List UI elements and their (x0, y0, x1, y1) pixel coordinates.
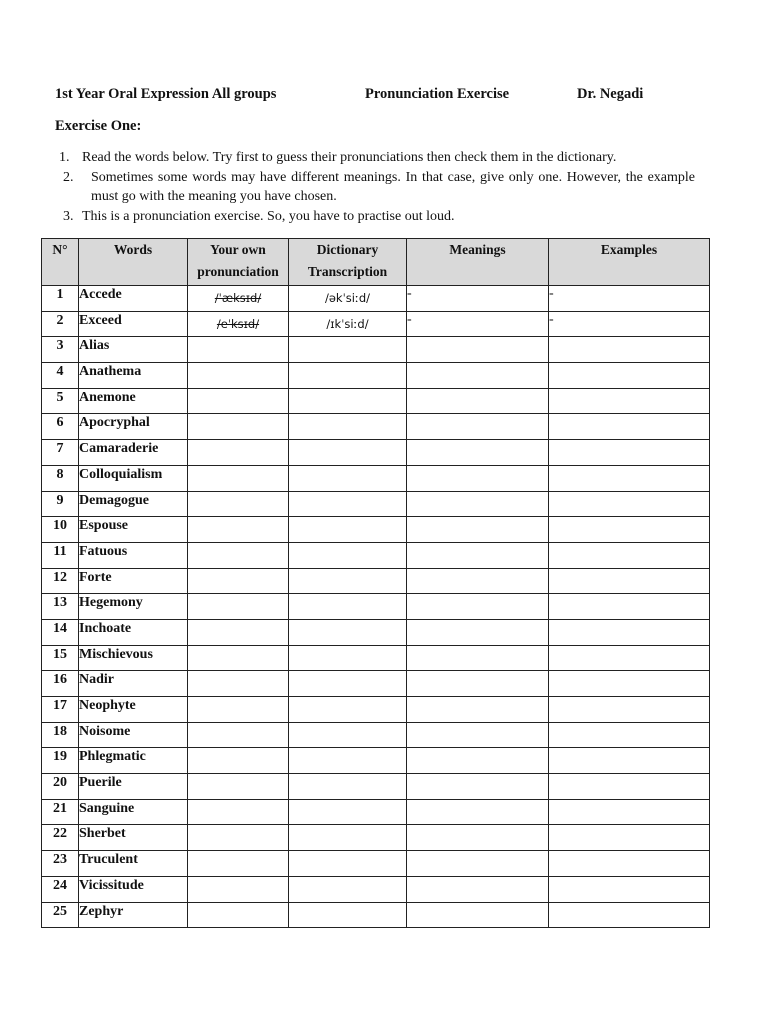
row-meaning (407, 542, 549, 568)
row-word: Anemone (79, 388, 188, 414)
row-meaning (407, 722, 549, 748)
row-number: 8 (42, 465, 79, 491)
row-own-pronunciation (188, 363, 289, 389)
row-meaning (407, 697, 549, 723)
instruction-text: This is a pronunciation exercise. So, you have to practise out loud. (82, 208, 455, 224)
row-own-pronunciation (188, 851, 289, 877)
row-number: 18 (42, 722, 79, 748)
table-row (42, 645, 710, 671)
row-example (549, 414, 710, 440)
row-own-pronunciation (188, 671, 289, 697)
table-header-row (42, 239, 710, 286)
row-number: 13 (42, 594, 79, 620)
row-example (549, 645, 710, 671)
row-example (549, 491, 710, 517)
row-example (549, 697, 710, 723)
row-dictionary-transcription (289, 851, 407, 877)
row-number: 16 (42, 671, 79, 697)
row-example (549, 517, 710, 543)
row-number: 11 (42, 542, 79, 568)
row-word: Camaraderie (79, 440, 188, 466)
row-example (549, 568, 710, 594)
row-number: 21 (42, 799, 79, 825)
table-row (42, 388, 710, 414)
row-meaning (407, 594, 549, 620)
row-word: Noisome (79, 722, 188, 748)
table-row (42, 311, 710, 337)
table-row (42, 671, 710, 697)
row-word: Sanguine (79, 799, 188, 825)
row-own-pronunciation (188, 774, 289, 800)
row-meaning (407, 851, 549, 877)
row-dictionary-transcription (289, 748, 407, 774)
row-number: 17 (42, 697, 79, 723)
row-meaning (407, 363, 549, 389)
row-example (549, 542, 710, 568)
instruction-item (55, 207, 695, 227)
row-number: 10 (42, 517, 79, 543)
row-word: Colloquialism (79, 465, 188, 491)
row-meaning (407, 465, 549, 491)
row-own-pronunciation (188, 825, 289, 851)
header-own-pronunciation: Your own pronunciation (188, 239, 289, 286)
row-number: 24 (42, 876, 79, 902)
row-meaning (407, 671, 549, 697)
pronunciation-table (41, 238, 710, 928)
instruction-text: Sometimes some words may have different meanings. In that case, give only one. However, the example must go with the meaning you have chosen. (91, 169, 695, 204)
row-example (549, 748, 710, 774)
struck-pronunciation: /eˈksɪd/ (216, 317, 260, 332)
row-meaning: - (407, 311, 549, 337)
row-own-pronunciation (188, 748, 289, 774)
row-example (549, 902, 710, 928)
row-word: Espouse (79, 517, 188, 543)
exercise-type: Pronunciation Exercise (365, 86, 510, 102)
table-row (42, 876, 710, 902)
table-row (42, 799, 710, 825)
row-meaning (407, 491, 549, 517)
row-dictionary-transcription (289, 902, 407, 928)
row-dictionary-transcription (289, 517, 407, 543)
row-number: 4 (42, 363, 79, 389)
row-number: 19 (42, 748, 79, 774)
row-number: 6 (42, 414, 79, 440)
row-example (549, 671, 710, 697)
table-row (42, 286, 710, 312)
row-meaning (407, 388, 549, 414)
instructions-list (55, 148, 695, 226)
table-row (42, 774, 710, 800)
row-example (549, 337, 710, 363)
row-dictionary-transcription (289, 799, 407, 825)
row-dictionary-transcription (289, 542, 407, 568)
row-own-pronunciation (188, 440, 289, 466)
row-dictionary-transcription (289, 363, 407, 389)
row-word: Vicissitude (79, 876, 188, 902)
row-dictionary-transcription (289, 465, 407, 491)
row-own-pronunciation (188, 645, 289, 671)
row-word: Exceed (79, 311, 188, 337)
row-own-pronunciation (188, 491, 289, 517)
row-meaning (407, 517, 549, 543)
row-meaning (407, 876, 549, 902)
row-word: Truculent (79, 851, 188, 877)
row-number: 15 (42, 645, 79, 671)
instruction-item (55, 148, 695, 168)
row-meaning (407, 414, 549, 440)
row-word: Fatuous (79, 542, 188, 568)
row-dictionary-transcription (289, 337, 407, 363)
row-number: 20 (42, 774, 79, 800)
row-dictionary-transcription (289, 619, 407, 645)
row-word: Inchoate (79, 619, 188, 645)
row-example (549, 594, 710, 620)
row-own-pronunciation (188, 619, 289, 645)
row-example (549, 774, 710, 800)
row-example (549, 465, 710, 491)
row-example (549, 799, 710, 825)
table-row (42, 851, 710, 877)
row-meaning (407, 748, 549, 774)
row-dictionary-transcription (289, 722, 407, 748)
row-meaning (407, 568, 549, 594)
row-word: Puerile (79, 774, 188, 800)
table-row (42, 337, 710, 363)
course-title: 1st Year Oral Expression All groups (55, 86, 277, 102)
row-dictionary-transcription (289, 671, 407, 697)
table-row (42, 902, 710, 928)
row-dictionary-transcription (289, 876, 407, 902)
row-number: 12 (42, 568, 79, 594)
row-example (549, 876, 710, 902)
row-example (549, 440, 710, 466)
table-row (42, 825, 710, 851)
table-row (42, 697, 710, 723)
table-row (42, 440, 710, 466)
instruction-text: Read the words below. Try first to guess their pronunciations then check them in the dictionary. (82, 150, 617, 165)
row-dictionary-transcription (289, 825, 407, 851)
row-word: Neophyte (79, 697, 188, 723)
table-row (42, 491, 710, 517)
row-meaning (407, 799, 549, 825)
row-dictionary-transcription (289, 568, 407, 594)
row-dictionary-transcription (289, 697, 407, 723)
row-meaning (407, 774, 549, 800)
table-row (42, 363, 710, 389)
row-dictionary-transcription: /əkˈsiːd/ (289, 286, 407, 312)
instruction-number: 2. (63, 169, 74, 185)
row-example (549, 825, 710, 851)
row-word: Nadir (79, 671, 188, 697)
row-own-pronunciation (188, 286, 289, 312)
row-example (549, 851, 710, 877)
row-example (549, 722, 710, 748)
row-dictionary-transcription (289, 414, 407, 440)
row-dictionary-transcription (289, 594, 407, 620)
row-own-pronunciation (188, 388, 289, 414)
row-own-pronunciation (188, 876, 289, 902)
row-number: 1 (42, 286, 79, 312)
row-example (549, 388, 710, 414)
row-number: 14 (42, 619, 79, 645)
table-row (42, 722, 710, 748)
struck-pronunciation: /ˈæksɪd/ (214, 291, 262, 306)
header-dictionary-transcription: Dictionary Transcription (289, 239, 407, 286)
table-row (42, 568, 710, 594)
row-word: Demagogue (79, 491, 188, 517)
row-word: Forte (79, 568, 188, 594)
row-meaning: - (407, 286, 549, 312)
row-example: - (549, 311, 710, 337)
row-own-pronunciation (188, 542, 289, 568)
row-dictionary-transcription (289, 774, 407, 800)
row-dictionary-transcription (289, 440, 407, 466)
row-number: 9 (42, 491, 79, 517)
header-words: Words (79, 239, 188, 286)
instruction-number: 3. (63, 208, 74, 224)
row-own-pronunciation (188, 568, 289, 594)
row-own-pronunciation (188, 594, 289, 620)
row-word: Hegemony (79, 594, 188, 620)
row-word: Apocryphal (79, 414, 188, 440)
row-meaning (407, 619, 549, 645)
table-body (42, 286, 710, 928)
document-header (55, 86, 715, 106)
row-example (549, 363, 710, 389)
row-own-pronunciation (188, 465, 289, 491)
row-own-pronunciation (188, 311, 289, 337)
header-examples: Examples (549, 239, 710, 286)
row-dictionary-transcription (289, 491, 407, 517)
table-row (42, 517, 710, 543)
table-row (42, 748, 710, 774)
row-meaning (407, 902, 549, 928)
row-word: Zephyr (79, 902, 188, 928)
row-own-pronunciation (188, 337, 289, 363)
row-number: 25 (42, 902, 79, 928)
row-meaning (407, 337, 549, 363)
row-number: 22 (42, 825, 79, 851)
row-meaning (407, 825, 549, 851)
row-word: Anathema (79, 363, 188, 389)
row-own-pronunciation (188, 414, 289, 440)
row-number: 3 (42, 337, 79, 363)
table-row (42, 465, 710, 491)
row-meaning (407, 440, 549, 466)
row-dictionary-transcription: /ɪkˈsiːd/ (289, 311, 407, 337)
row-example (549, 619, 710, 645)
row-own-pronunciation (188, 722, 289, 748)
row-example: - (549, 286, 710, 312)
row-dictionary-transcription (289, 388, 407, 414)
row-number: 5 (42, 388, 79, 414)
row-meaning (407, 645, 549, 671)
row-own-pronunciation (188, 799, 289, 825)
row-number: 23 (42, 851, 79, 877)
table-row (42, 542, 710, 568)
row-own-pronunciation (188, 697, 289, 723)
header-number: N° (42, 239, 79, 286)
instruction-item (55, 168, 695, 207)
row-own-pronunciation (188, 902, 289, 928)
row-number: 2 (42, 311, 79, 337)
row-word: Phlegmatic (79, 748, 188, 774)
row-number: 7 (42, 440, 79, 466)
row-word: Mischievous (79, 645, 188, 671)
table-row (42, 594, 710, 620)
instruction-number: 1. (59, 150, 70, 165)
row-dictionary-transcription (289, 645, 407, 671)
table-row (42, 414, 710, 440)
teacher-name: Dr. Negadi (577, 86, 644, 102)
table-row (42, 619, 710, 645)
row-word: Accede (79, 286, 188, 312)
row-own-pronunciation (188, 517, 289, 543)
exercise-title: Exercise One: (55, 118, 142, 134)
row-word: Sherbet (79, 825, 188, 851)
header-meanings: Meanings (407, 239, 549, 286)
row-word: Alias (79, 337, 188, 363)
